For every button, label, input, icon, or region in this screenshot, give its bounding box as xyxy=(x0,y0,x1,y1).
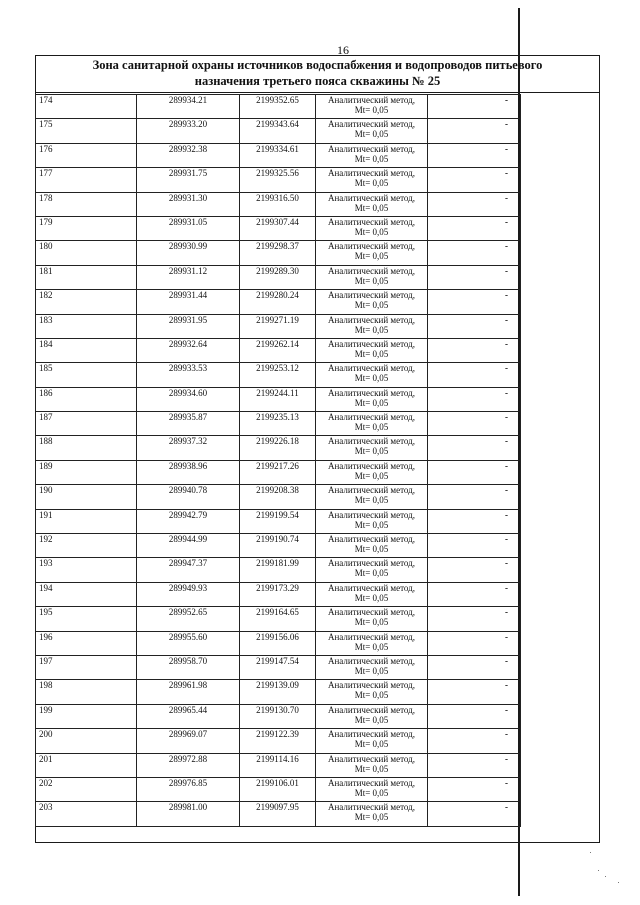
x-coordinate-cell: 289972.88 xyxy=(137,753,240,777)
x-coordinate-cell: 289931.12 xyxy=(137,265,240,289)
point-number-cell: 185 xyxy=(36,363,137,387)
y-coordinate-cell: 2199114.16 xyxy=(240,753,316,777)
note-cell: - xyxy=(428,582,521,606)
point-number-cell: 198 xyxy=(36,680,137,704)
y-coordinate-cell: 2199199.54 xyxy=(240,509,316,533)
method-label: Аналитический метод, xyxy=(327,338,416,349)
table-row xyxy=(36,704,521,728)
method-label: Аналитический метод, xyxy=(327,314,416,325)
method-cell xyxy=(316,558,428,582)
point-number-cell: 174 xyxy=(36,95,137,119)
note-cell: - xyxy=(428,290,521,314)
accuracy-label: Mt= 0,05 xyxy=(354,397,389,408)
x-coordinate-cell: 289933.53 xyxy=(137,363,240,387)
accuracy-label: Mt= 0,05 xyxy=(354,300,389,311)
note-cell: - xyxy=(428,485,521,509)
note-cell: - xyxy=(428,802,521,826)
point-number-cell: 189 xyxy=(36,460,137,484)
y-coordinate-cell: 2199244.11 xyxy=(240,387,316,411)
table-title xyxy=(35,57,600,89)
method-label: Аналитический метод, xyxy=(327,777,416,788)
accuracy-label: Mt= 0,05 xyxy=(354,324,389,335)
y-coordinate-cell: 2199343.64 xyxy=(240,119,316,143)
table-row xyxy=(36,582,521,606)
table-row xyxy=(36,216,521,240)
point-number-cell: 187 xyxy=(36,412,137,436)
note-cell: - xyxy=(428,460,521,484)
method-cell xyxy=(316,436,428,460)
x-coordinate-cell: 289937.32 xyxy=(137,436,240,460)
note-cell: - xyxy=(428,436,521,460)
table-row xyxy=(36,387,521,411)
point-number-cell: 181 xyxy=(36,265,137,289)
method-label: Аналитический метод, xyxy=(327,363,416,374)
note-cell: - xyxy=(428,387,521,411)
table-row xyxy=(36,241,521,265)
point-number-cell: 180 xyxy=(36,241,137,265)
point-number-cell: 191 xyxy=(36,509,137,533)
method-label: Аналитический метод, xyxy=(327,655,416,666)
accuracy-label: Mt= 0,05 xyxy=(354,714,389,725)
table-row xyxy=(36,655,521,679)
method-cell xyxy=(316,509,428,533)
table-row xyxy=(36,534,521,558)
accuracy-label: Mt= 0,05 xyxy=(354,446,389,457)
x-coordinate-cell: 289969.07 xyxy=(137,729,240,753)
point-number-cell: 179 xyxy=(36,216,137,240)
y-coordinate-cell: 2199316.50 xyxy=(240,192,316,216)
y-coordinate-cell: 2199226.18 xyxy=(240,436,316,460)
table-row xyxy=(36,509,521,533)
table-row xyxy=(36,119,521,143)
title-divider xyxy=(35,92,600,93)
method-cell xyxy=(316,168,428,192)
accuracy-label: Mt= 0,05 xyxy=(354,178,389,189)
note-cell: - xyxy=(428,265,521,289)
method-cell xyxy=(316,777,428,801)
point-number-cell: 175 xyxy=(36,119,137,143)
accuracy-label: Mt= 0,05 xyxy=(354,470,389,481)
method-cell xyxy=(316,95,428,119)
y-coordinate-cell: 2199217.26 xyxy=(240,460,316,484)
x-coordinate-cell: 289935.87 xyxy=(137,412,240,436)
accuracy-label: Mt= 0,05 xyxy=(354,202,389,213)
accuracy-label: Mt= 0,05 xyxy=(354,739,389,750)
x-coordinate-cell: 289933.20 xyxy=(137,119,240,143)
method-label: Аналитический метод, xyxy=(327,582,416,593)
method-label: Аналитический метод, xyxy=(327,534,416,545)
accuracy-label: Mt= 0,05 xyxy=(354,787,389,798)
point-number-cell: 190 xyxy=(36,485,137,509)
point-number-cell: 195 xyxy=(36,607,137,631)
method-cell xyxy=(316,655,428,679)
accuracy-label: Mt= 0,05 xyxy=(354,763,389,774)
y-coordinate-cell: 2199352.65 xyxy=(240,95,316,119)
accuracy-label: Mt= 0,05 xyxy=(354,641,389,652)
method-cell xyxy=(316,363,428,387)
method-cell xyxy=(316,412,428,436)
x-coordinate-cell: 289932.38 xyxy=(137,143,240,167)
x-coordinate-cell: 289955.60 xyxy=(137,631,240,655)
note-cell: - xyxy=(428,631,521,655)
note-cell: - xyxy=(428,216,521,240)
x-coordinate-cell: 289944.99 xyxy=(137,534,240,558)
y-coordinate-cell: 2199262.14 xyxy=(240,338,316,362)
method-label: Аналитический метод, xyxy=(327,95,416,105)
method-label: Аналитический метод, xyxy=(327,631,416,642)
point-number-cell: 176 xyxy=(36,143,137,167)
note-cell: - xyxy=(428,412,521,436)
title-line-2: назначения третьего пояса скважины № 25 xyxy=(194,74,441,88)
table-row xyxy=(36,777,521,801)
method-cell xyxy=(316,607,428,631)
method-cell xyxy=(316,387,428,411)
method-label: Аналитический метод, xyxy=(327,119,416,130)
method-cell xyxy=(316,729,428,753)
table-row xyxy=(36,607,521,631)
point-number-cell: 202 xyxy=(36,777,137,801)
table-row xyxy=(36,460,521,484)
y-coordinate-cell: 2199325.56 xyxy=(240,168,316,192)
accuracy-label: Mt= 0,05 xyxy=(354,129,389,140)
x-coordinate-cell: 289981.00 xyxy=(137,802,240,826)
table-row xyxy=(36,192,521,216)
note-cell: - xyxy=(428,680,521,704)
x-coordinate-cell: 289942.79 xyxy=(137,509,240,533)
x-coordinate-cell: 289961.98 xyxy=(137,680,240,704)
table-row xyxy=(36,412,521,436)
table-row xyxy=(36,436,521,460)
table-row xyxy=(36,802,521,826)
y-coordinate-cell: 2199130.70 xyxy=(240,704,316,728)
note-cell: - xyxy=(428,338,521,362)
method-cell xyxy=(316,704,428,728)
point-number-cell: 193 xyxy=(36,558,137,582)
y-coordinate-cell: 2199122.39 xyxy=(240,729,316,753)
method-label: Аналитический метод, xyxy=(327,436,416,447)
method-label: Аналитический метод, xyxy=(327,241,416,252)
note-cell: - xyxy=(428,509,521,533)
scan-specks xyxy=(580,840,630,895)
accuracy-label: Mt= 0,05 xyxy=(354,495,389,506)
x-coordinate-cell: 289931.75 xyxy=(137,168,240,192)
note-cell: - xyxy=(428,241,521,265)
method-cell xyxy=(316,485,428,509)
note-cell: - xyxy=(428,753,521,777)
note-cell: - xyxy=(428,143,521,167)
note-cell: - xyxy=(428,119,521,143)
table-row xyxy=(36,168,521,192)
x-coordinate-cell: 289952.65 xyxy=(137,607,240,631)
y-coordinate-cell: 2199156.06 xyxy=(240,631,316,655)
method-cell xyxy=(316,265,428,289)
method-cell xyxy=(316,631,428,655)
method-label: Аналитический метод, xyxy=(327,290,416,301)
accuracy-label: Mt= 0,05 xyxy=(354,422,389,433)
y-coordinate-cell: 2199298.37 xyxy=(240,241,316,265)
table-row xyxy=(36,265,521,289)
method-cell xyxy=(316,460,428,484)
accuracy-label: Mt= 0,05 xyxy=(354,812,389,823)
accuracy-label: Mt= 0,05 xyxy=(354,348,389,359)
x-coordinate-cell: 289934.21 xyxy=(137,95,240,119)
accuracy-label: Mt= 0,05 xyxy=(354,226,389,237)
point-number-cell: 178 xyxy=(36,192,137,216)
coordinates-table xyxy=(35,94,521,827)
note-cell: - xyxy=(428,192,521,216)
accuracy-label: Mt= 0,05 xyxy=(354,519,389,530)
table-row xyxy=(36,314,521,338)
accuracy-label: Mt= 0,05 xyxy=(354,105,389,115)
y-coordinate-cell: 2199097.95 xyxy=(240,802,316,826)
point-number-cell: 203 xyxy=(36,802,137,826)
point-number-cell: 183 xyxy=(36,314,137,338)
method-label: Аналитический метод, xyxy=(327,192,416,203)
y-coordinate-cell: 2199208.38 xyxy=(240,485,316,509)
y-coordinate-cell: 2199181.99 xyxy=(240,558,316,582)
note-cell: - xyxy=(428,655,521,679)
x-coordinate-cell: 289930.99 xyxy=(137,241,240,265)
note-cell: - xyxy=(428,729,521,753)
point-number-cell: 200 xyxy=(36,729,137,753)
x-coordinate-cell: 289940.78 xyxy=(137,485,240,509)
method-label: Аналитический метод, xyxy=(327,387,416,398)
y-coordinate-cell: 2199106.01 xyxy=(240,777,316,801)
accuracy-label: Mt= 0,05 xyxy=(354,251,389,262)
y-coordinate-cell: 2199173.29 xyxy=(240,582,316,606)
accuracy-label: Mt= 0,05 xyxy=(354,153,389,164)
accuracy-label: Mt= 0,05 xyxy=(354,665,389,676)
y-coordinate-cell: 2199307.44 xyxy=(240,216,316,240)
table-row xyxy=(36,363,521,387)
y-coordinate-cell: 2199334.61 xyxy=(240,143,316,167)
point-number-cell: 192 xyxy=(36,534,137,558)
method-cell xyxy=(316,802,428,826)
method-cell xyxy=(316,582,428,606)
method-label: Аналитический метод, xyxy=(327,143,416,154)
point-number-cell: 194 xyxy=(36,582,137,606)
method-label: Аналитический метод, xyxy=(327,607,416,618)
y-coordinate-cell: 2199271.19 xyxy=(240,314,316,338)
note-cell: - xyxy=(428,558,521,582)
y-coordinate-cell: 2199139.09 xyxy=(240,680,316,704)
method-label: Аналитический метод, xyxy=(327,704,416,715)
x-coordinate-cell: 289947.37 xyxy=(137,558,240,582)
method-label: Аналитический метод, xyxy=(327,802,416,813)
y-coordinate-cell: 2199190.74 xyxy=(240,534,316,558)
note-cell: - xyxy=(428,777,521,801)
note-cell: - xyxy=(428,168,521,192)
x-coordinate-cell: 289931.95 xyxy=(137,314,240,338)
method-label: Аналитический метод, xyxy=(327,168,416,179)
point-number-cell: 201 xyxy=(36,753,137,777)
method-label: Аналитический метод, xyxy=(327,412,416,423)
y-coordinate-cell: 2199147.54 xyxy=(240,655,316,679)
coordinates-table-body xyxy=(36,95,521,827)
x-coordinate-cell: 289932.64 xyxy=(137,338,240,362)
x-coordinate-cell: 289934.60 xyxy=(137,387,240,411)
accuracy-label: Mt= 0,05 xyxy=(354,568,389,579)
method-label: Аналитический метод, xyxy=(327,216,416,227)
point-number-cell: 186 xyxy=(36,387,137,411)
page-number: 16 xyxy=(337,43,349,57)
method-label: Аналитический метод, xyxy=(327,680,416,691)
x-coordinate-cell: 289931.05 xyxy=(137,216,240,240)
note-cell: - xyxy=(428,704,521,728)
method-cell xyxy=(316,119,428,143)
method-cell xyxy=(316,534,428,558)
method-cell xyxy=(316,216,428,240)
title-line-1: Зона санитарной охраны источников водоспабжения и водопроводов питьевого xyxy=(92,58,543,72)
y-coordinate-cell: 2199253.12 xyxy=(240,363,316,387)
method-label: Аналитический метод, xyxy=(327,265,416,276)
method-label: Аналитический метод, xyxy=(327,485,416,496)
note-cell: - xyxy=(428,534,521,558)
table-row xyxy=(36,143,521,167)
method-label: Аналитический метод, xyxy=(327,753,416,764)
y-coordinate-cell: 2199164.65 xyxy=(240,607,316,631)
point-number-cell: 196 xyxy=(36,631,137,655)
method-cell xyxy=(316,314,428,338)
table-row xyxy=(36,338,521,362)
table-row xyxy=(36,290,521,314)
point-number-cell: 177 xyxy=(36,168,137,192)
x-coordinate-cell: 289958.70 xyxy=(137,655,240,679)
y-coordinate-cell: 2199235.13 xyxy=(240,412,316,436)
table-row xyxy=(36,753,521,777)
method-label: Аналитический метод, xyxy=(327,509,416,520)
method-cell xyxy=(316,680,428,704)
y-coordinate-cell: 2199289.30 xyxy=(240,265,316,289)
accuracy-label: Mt= 0,05 xyxy=(354,617,389,628)
method-label: Аналитический метод, xyxy=(327,558,416,569)
x-coordinate-cell: 289931.30 xyxy=(137,192,240,216)
method-cell xyxy=(316,290,428,314)
accuracy-label: Mt= 0,05 xyxy=(354,275,389,286)
note-cell: - xyxy=(428,363,521,387)
method-cell xyxy=(316,241,428,265)
table-row xyxy=(36,680,521,704)
method-label: Аналитический метод, xyxy=(327,460,416,471)
method-label: Аналитический метод, xyxy=(327,729,416,740)
method-cell xyxy=(316,338,428,362)
x-coordinate-cell: 289931.44 xyxy=(137,290,240,314)
x-coordinate-cell: 289949.93 xyxy=(137,582,240,606)
method-cell xyxy=(316,753,428,777)
note-cell: - xyxy=(428,314,521,338)
y-coordinate-cell: 2199280.24 xyxy=(240,290,316,314)
method-cell xyxy=(316,143,428,167)
accuracy-label: Mt= 0,05 xyxy=(354,544,389,555)
accuracy-label: Mt= 0,05 xyxy=(354,592,389,603)
accuracy-label: Mt= 0,05 xyxy=(354,690,389,701)
note-cell: - xyxy=(428,607,521,631)
point-number-cell: 197 xyxy=(36,655,137,679)
table-row xyxy=(36,558,521,582)
x-coordinate-cell: 289976.85 xyxy=(137,777,240,801)
x-coordinate-cell: 289965.44 xyxy=(137,704,240,728)
x-coordinate-cell: 289938.96 xyxy=(137,460,240,484)
point-number-cell: 184 xyxy=(36,338,137,362)
table-row xyxy=(36,485,521,509)
point-number-cell: 188 xyxy=(36,436,137,460)
table-row xyxy=(36,95,521,119)
point-number-cell: 182 xyxy=(36,290,137,314)
point-number-cell: 199 xyxy=(36,704,137,728)
table-row xyxy=(36,729,521,753)
note-cell: - xyxy=(428,95,521,119)
table-row xyxy=(36,631,521,655)
method-cell xyxy=(316,192,428,216)
accuracy-label: Mt= 0,05 xyxy=(354,373,389,384)
